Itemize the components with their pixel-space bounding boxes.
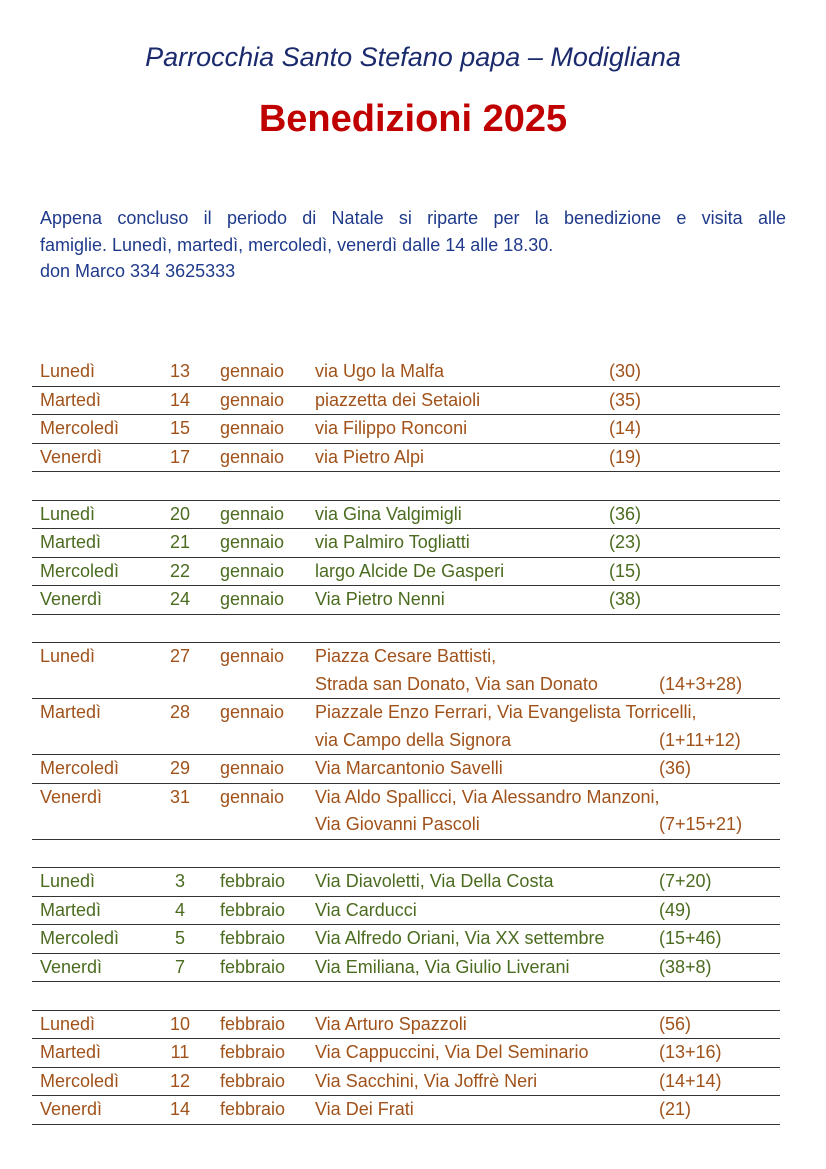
schedule-row (32, 755, 780, 784)
schedule-street: Via Sacchini, Via Joffrè Neri (315, 1070, 538, 1091)
schedule-street: via Palmiro Togliatti (315, 532, 470, 552)
schedule-date: 14 (169, 389, 191, 410)
blessing-schedule (32, 358, 780, 1125)
schedule-street: via Filippo Ronconi (315, 418, 468, 438)
schedule-row (32, 387, 780, 416)
schedule-date: 24 (169, 589, 191, 609)
schedule-count: (14+3+28) (659, 673, 743, 694)
schedule-count: (15+46) (659, 928, 722, 948)
schedule-date: 22 (169, 560, 191, 581)
schedule-count: (49) (659, 899, 692, 920)
schedule-day: Lunedì (40, 361, 96, 381)
schedule-count: (7+20) (659, 871, 712, 891)
schedule-row (32, 415, 780, 444)
schedule-month: febbraio (220, 871, 286, 891)
intro-paragraph (40, 205, 786, 285)
schedule-month: gennaio (220, 560, 285, 581)
schedule-street: Via Arturo Spazzoli (315, 1013, 467, 1034)
schedule-street: Via Emiliana, Via Giulio Liverani (315, 956, 570, 977)
schedule-date: 21 (169, 532, 191, 552)
schedule-date: 29 (169, 758, 191, 778)
schedule-street: Strada san Donato, Via san Donato (315, 673, 598, 694)
schedule-day: Martedì (40, 899, 102, 920)
schedule-count: (23) (609, 532, 642, 552)
schedule-day: Martedì (40, 532, 102, 552)
schedule-street: Via Diavoletti, Via Della Costa (315, 871, 554, 891)
schedule-row (32, 529, 780, 558)
schedule-month: febbraio (220, 899, 286, 920)
schedule-row (32, 868, 780, 897)
schedule-month: gennaio (220, 503, 285, 524)
schedule-day: Mercoledì (40, 560, 120, 581)
schedule-month: gennaio (220, 702, 285, 722)
schedule-day: Martedì (40, 702, 102, 722)
schedule-day: Venerdì (40, 786, 103, 807)
schedule-separator (32, 615, 780, 644)
schedule-street: Via Aldo Spallicci, Via Alessandro Manzoni, (315, 786, 660, 807)
schedule-day: Martedì (40, 389, 102, 410)
schedule-street: via Ugo la Malfa (315, 361, 445, 381)
schedule-month: gennaio (220, 589, 285, 609)
schedule-street: Via Cappuccini, Via Del Seminario (315, 1042, 589, 1062)
schedule-street: Via Marcantonio Savelli (315, 758, 503, 778)
schedule-row (32, 586, 780, 615)
schedule-row (32, 1068, 780, 1097)
intro-line: Appena concluso il periodo di Natale si riparte per la benedizione e visita alle (40, 208, 786, 228)
schedule-day: Lunedì (40, 503, 96, 524)
schedule-day: Mercoledì (40, 418, 120, 438)
schedule-date: 13 (169, 361, 191, 381)
schedule-month: febbraio (220, 1070, 286, 1091)
schedule-month: gennaio (220, 389, 285, 410)
schedule-count: (38+8) (659, 956, 712, 977)
schedule-month: febbraio (220, 1042, 286, 1062)
schedule-date: 31 (169, 786, 191, 807)
schedule-month: febbraio (220, 928, 286, 948)
schedule-date: 11 (170, 1042, 190, 1062)
schedule-month: febbraio (220, 1099, 286, 1119)
schedule-day: Lunedì (40, 646, 96, 666)
schedule-separator (32, 840, 780, 869)
schedule-month: gennaio (220, 646, 285, 666)
schedule-date: 14 (169, 1099, 191, 1119)
schedule-day: Venerdì (40, 589, 103, 609)
schedule-count: (38) (609, 589, 642, 609)
schedule-row (32, 897, 780, 926)
schedule-date: 3 (174, 871, 185, 891)
schedule-row (32, 643, 780, 699)
schedule-separator (32, 472, 780, 501)
schedule-date: 7 (174, 956, 185, 977)
schedule-date: 28 (169, 702, 191, 722)
schedule-date: 27 (169, 646, 191, 666)
schedule-date: 15 (169, 418, 191, 438)
schedule-month: gennaio (220, 786, 285, 807)
schedule-count: (36) (659, 758, 692, 778)
schedule-day: Lunedì (40, 871, 96, 891)
schedule-count: (19) (609, 446, 642, 467)
schedule-street: Piazza Cesare Battisti, (315, 646, 497, 666)
schedule-count: (21) (659, 1099, 692, 1119)
schedule-street: via Pietro Alpi (315, 446, 425, 467)
schedule-month: gennaio (220, 418, 285, 438)
schedule-count: (13+16) (659, 1042, 722, 1062)
schedule-street: Via Alfredo Oriani, Via XX settembre (315, 928, 605, 948)
schedule-row (32, 699, 780, 755)
schedule-date: 5 (174, 928, 185, 948)
intro-line: famiglie. Lunedì, martedì, mercoledì, venerdì dalle 14 alle 18.30. (40, 234, 554, 255)
parish-subtitle: Parrocchia Santo Stefano papa – Modigliana (145, 42, 681, 72)
schedule-row (32, 558, 780, 587)
schedule-count: (56) (659, 1013, 692, 1034)
schedule-street: Via Giovanni Pascoli (315, 814, 480, 834)
schedule-date: 12 (169, 1070, 191, 1091)
contact-line: don Marco 334 3625333 (40, 261, 236, 281)
schedule-row (32, 1039, 780, 1068)
schedule-date: 17 (169, 446, 191, 467)
schedule-street: piazzetta dei Setaioli (315, 389, 481, 410)
schedule-count: (1+11+12) (659, 729, 741, 750)
schedule-row (32, 954, 780, 983)
schedule-count: (14+14) (659, 1070, 722, 1091)
schedule-day: Lunedì (40, 1013, 96, 1034)
schedule-row (32, 358, 780, 387)
schedule-street: largo Alcide De Gasperi (315, 560, 505, 581)
schedule-date: 4 (174, 899, 185, 920)
schedule-day: Venerdì (40, 446, 103, 467)
schedule-count: (30) (609, 361, 642, 381)
schedule-count: (14) (609, 418, 642, 438)
schedule-day: Venerdì (40, 1099, 103, 1119)
schedule-row (32, 925, 780, 954)
schedule-street: via Gina Valgimigli (315, 503, 462, 524)
schedule-date: 20 (169, 503, 191, 524)
schedule-street: Via Pietro Nenni (315, 589, 445, 609)
schedule-month: gennaio (220, 532, 285, 552)
schedule-month: gennaio (220, 446, 285, 467)
schedule-street: Via Carducci (315, 899, 417, 920)
schedule-street: Piazzale Enzo Ferrari, Via Evangelista Torricelli, (315, 702, 697, 722)
schedule-count: (36) (609, 503, 642, 524)
page-title: Benedizioni 2025 (258, 98, 568, 140)
schedule-row (32, 444, 780, 473)
schedule-month: febbraio (220, 956, 286, 977)
schedule-row (32, 1096, 780, 1125)
schedule-month: gennaio (220, 758, 285, 778)
schedule-day: Mercoledì (40, 1070, 120, 1091)
schedule-row (32, 784, 780, 840)
schedule-count: (7+15+21) (659, 814, 743, 834)
schedule-day: Venerdì (40, 956, 103, 977)
schedule-separator (32, 982, 780, 1011)
schedule-month: febbraio (220, 1013, 286, 1034)
schedule-day: Mercoledì (40, 928, 120, 948)
schedule-date: 10 (169, 1013, 191, 1034)
schedule-month: gennaio (220, 361, 285, 381)
schedule-count: (35) (609, 389, 642, 410)
schedule-row (32, 1011, 780, 1040)
schedule-count: (15) (609, 560, 642, 581)
schedule-street: Via Dei Frati (315, 1099, 414, 1119)
schedule-row (32, 501, 780, 530)
schedule-day: Martedì (40, 1042, 102, 1062)
schedule-day: Mercoledì (40, 758, 120, 778)
schedule-street: via Campo della Signora (315, 729, 512, 750)
